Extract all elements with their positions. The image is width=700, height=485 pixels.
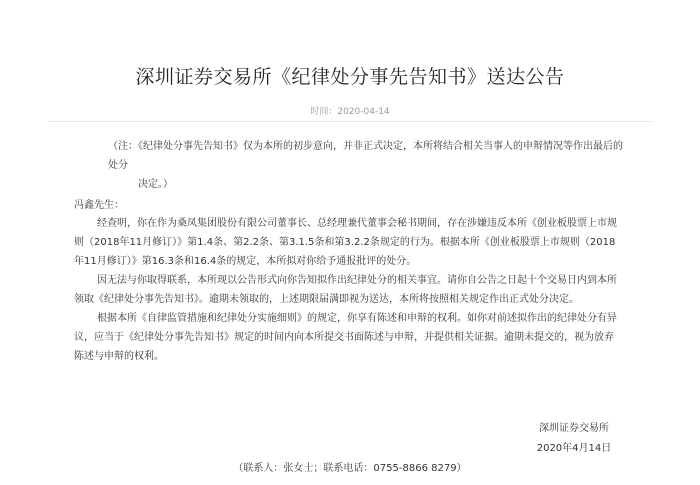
paragraph-findings: 经查明，你在作为桑凤集团股份有限公司董事长、总经理兼代董事会秘书期间，存在涉嫌违反本所《创业板股票上市规则（2018年11月修订）》第1.4条、第2.2条、第3.1.5条和第3.2.2条规定的行为。根据本所《创业板股票上市规则（2018年11月修订）》第16.3条和16.4条的规定，本所拟对你给予通报批评的处分。 xyxy=(74,218,617,267)
paragraph-rights: 根据本所《自律监管措施和纪律处分实施细则》的规定，你享有陈述和申辩的权利。如你对前述拟作出的纪律处分有异议，应当于《纪律处分事先告知书》规定的时间内向本所提交书面陈述与申辩，并提供相关证据。逾期未提交的，视为放弃陈述与申辩的权利。 xyxy=(74,313,617,362)
publish-time: 时间：2020-04-14 xyxy=(310,107,390,117)
disclaimer-line-2: 决定。） xyxy=(138,179,173,190)
salutation: 冯鑫先生： xyxy=(74,200,124,211)
page-title: 深圳证券交易所《纪律处分事先告知书》送达公告 xyxy=(135,66,565,88)
issue-date: 2020年4月14日 xyxy=(536,443,612,454)
disclaimer-line-1: （注：《纪律处分事先告知书》仅为本所的初步意向，并非正式决定，本所将结合相关当事人的申辩情况等作出最后的处分 xyxy=(108,141,623,171)
title-divider xyxy=(48,121,652,122)
contact-info: （联系人：张女士；联系电话：0755-8866 8279） xyxy=(233,463,467,474)
announcement-body xyxy=(74,214,622,366)
paragraph-notice: 因无法与你取得联系，本所现以公告形式向你告知拟作出纪律处分的相关事宜。请你自公告之日起十个交易日内到本所领取《纪律处分事先告知书》。逾期未领取的，上述期限届满即视为送达，本所将按照相关规定作出正式处分决定。 xyxy=(74,275,617,305)
issuer-signature: 深圳证券交易所 xyxy=(539,423,609,434)
disclaimer-note xyxy=(108,137,628,194)
